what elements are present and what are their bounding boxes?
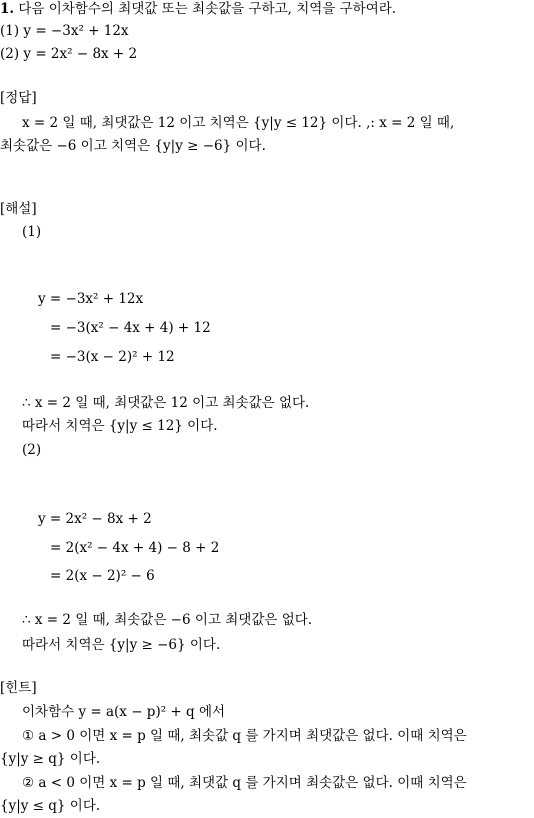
problem-statement: 다음 이차함수의 최댓값 또는 최솟값을 구하고, 치역을 구하여라. xyxy=(18,1,397,17)
part1-conclusion: ∴ x = 2 일 때, 최댓값은 12 이고 최솟값은 없다. xyxy=(22,395,310,411)
explanation-part2-label: (2) xyxy=(22,442,42,458)
answer-line2: 최솟값은 −6 이고 치역은 {y|y ≥ −6} 이다. xyxy=(0,138,266,154)
part2-equation-2: = 2(x² − 4x + 4) − 8 + 2 xyxy=(50,540,220,556)
problem-sub2: (2) y = 2x² − 8x + 2 xyxy=(0,46,138,62)
part2-equation-1: y = 2x² − 8x + 2 xyxy=(38,511,152,527)
hint-case1-line2: {y|y ≥ q} 이다. xyxy=(0,751,101,767)
problem-sub1: (1) y = −3x² + 12x xyxy=(0,23,129,39)
explanation-part1-label: (1) xyxy=(22,224,42,240)
part2-conclusion: ∴ x = 2 일 때, 최솟값은 −6 이고 최댓값은 없다. xyxy=(22,612,313,628)
problem-number: 1. xyxy=(0,1,15,17)
hint-intro: 이차함수 y = a(x − p)² + q 에서 xyxy=(22,704,226,720)
explanation-heading: [해설] xyxy=(0,201,37,217)
answer-heading: [정답] xyxy=(0,90,37,106)
hint-case2-line2: {y|y ≤ q} 이다. xyxy=(0,798,101,814)
hint-case2-line1: ② a < 0 이면 x = p 일 때, 최댓값 q 를 가지며 최솟값은 없다. 이때 치역은 xyxy=(22,775,467,791)
hint-heading: [힌트] xyxy=(0,680,37,696)
part1-equation-2: = −3(x² − 4x + 4) + 12 xyxy=(50,320,211,336)
part2-range: 따라서 치역은 {y|y ≥ −6} 이다. xyxy=(22,637,221,653)
part1-range: 따라서 치역은 {y|y ≤ 12} 이다. xyxy=(22,418,218,434)
part1-equation-1: y = −3x² + 12x xyxy=(38,291,144,307)
part2-equation-3: = 2(x − 2)² − 6 xyxy=(50,568,155,584)
part1-equation-3: = −3(x − 2)² + 12 xyxy=(50,349,175,365)
answer-line1: x = 2 일 때, 최댓값은 12 이고 치역은 {y|y ≤ 12} 이다. ,: x = 2 일 때, xyxy=(22,115,455,131)
hint-case1-line1: ① a > 0 이면 x = p 일 때, 최솟값 q 를 가지며 최댓값은 없다. 이때 치역은 xyxy=(22,728,467,744)
problem-heading xyxy=(0,3,396,17)
